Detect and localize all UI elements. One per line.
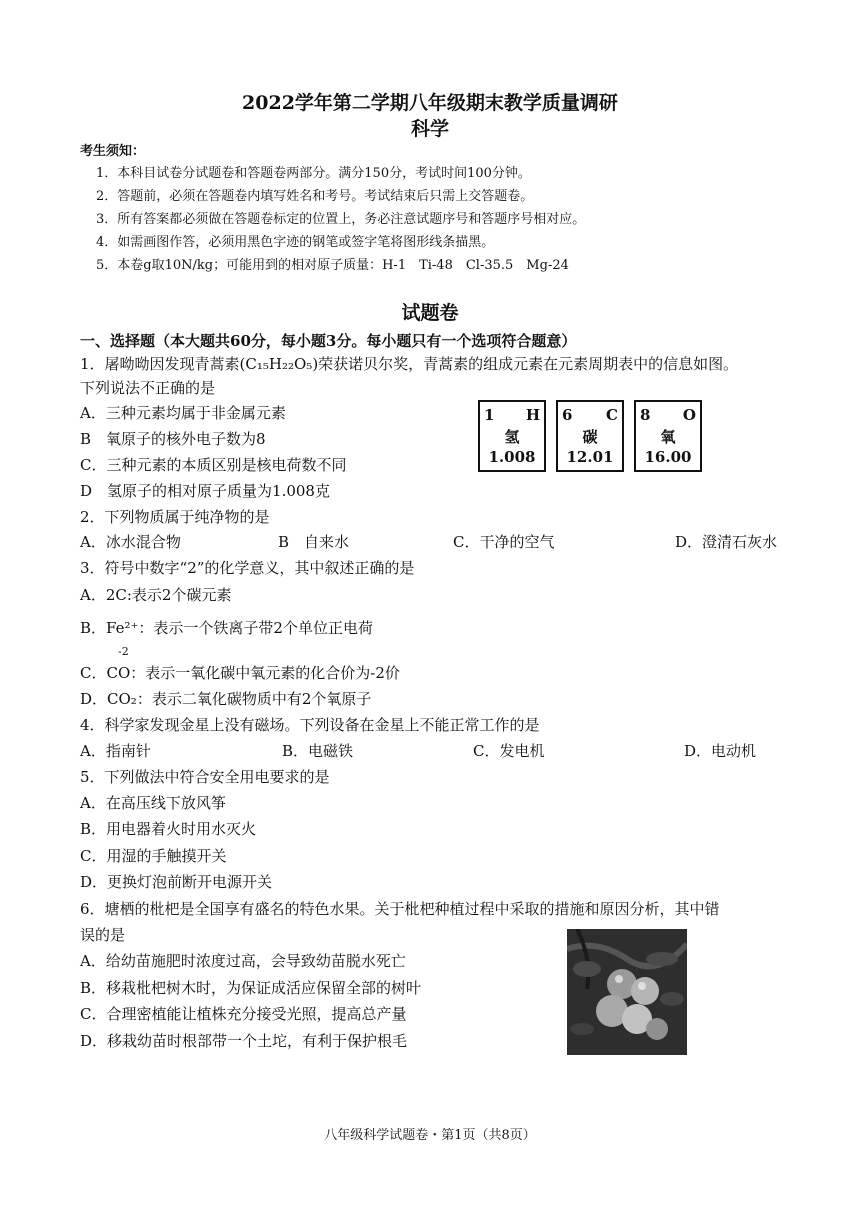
element-symbol: H [525, 406, 540, 424]
q3-option-c: C．CO：表示一氧化碳中氧元素的化合价为-2价 [80, 664, 400, 682]
q1-option-b: B 氧原子的核外电子数为8 [80, 430, 266, 448]
notice-item: 5．本卷g取10N/kg；可能用到的相对原子质量：H-1 Ti-48 Cl-35.5 Mg-24 [96, 258, 569, 273]
page-footer: 八年级科学试题卷・第1页（共8页） [324, 1128, 536, 1143]
q3-option-d: D．CO₂：表示二氧化碳物质中有2个氧原子 [80, 690, 372, 708]
q4-option-d: D．电动机 [684, 742, 757, 760]
q5-stem: 5．下列做法中符合安全用电要求的是 [80, 768, 330, 786]
element-name: 氢 [504, 427, 520, 446]
q2-option-c: C．干净的空气 [453, 533, 555, 551]
q6-option-b: B．移栽枇杷树木时，为保证成活应保留全部的树叶 [80, 979, 422, 997]
q2-option-d: D．澄清石灰水 [675, 533, 778, 551]
element-cell-carbon [556, 400, 624, 472]
atomic-number: 8 [640, 406, 651, 424]
element-symbol: C [606, 406, 618, 424]
notice-heading: 考生须知： [80, 144, 146, 159]
q3-option-a: A．2C:表示2个碳元素 [80, 586, 232, 604]
element-cell-oxygen [634, 400, 702, 472]
q1-option-d: D 氢原子的相对原子质量为1.008克 [80, 482, 330, 500]
q4-option-b: B．电磁铁 [282, 742, 354, 760]
q5-option-a: A．在高压线下放风筝 [80, 794, 226, 812]
q1-stem: 1．屠呦呦因发现青蒿素(C₁₅H₂₂O₅)荣获诺贝尔奖，青蒿素的组成元素在元素周期表中的信息如图。 [80, 355, 739, 373]
q1-option-c: C．三种元素的本质区别是核电荷数不同 [80, 456, 347, 474]
q6-option-d: D．移栽幼苗时根部带一个土坨，有利于保护根毛 [80, 1032, 408, 1050]
notice-item: 3．所有答案都必须做在答题卷标定的位置上，务必注意试题序号和答题序号相对应。 [96, 212, 586, 227]
element-name: 氧 [660, 427, 676, 446]
notice-item: 1．本科目试卷分试题卷和答题卷两部分。满分150分，考试时间100分钟。 [96, 166, 531, 181]
atomic-number: 6 [562, 406, 573, 424]
q2-option-b: B 自来水 [278, 533, 350, 551]
notice-item: 4．如需画图作答，必须用黑色字迹的钢笔或签字笔将图形线条描黑。 [96, 235, 495, 250]
q6-option-a: A．给幼苗施肥时浓度过高，会导致幼苗脱水死亡 [80, 952, 406, 970]
q1-stem-cont: 下列说法不正确的是 [80, 379, 216, 397]
q3-valence-mark: -2 [118, 645, 129, 658]
q5-option-d: D．更换灯泡前断开电源开关 [80, 873, 273, 891]
part1-heading: 一、选择题（本大题共60分，每小题3分。每小题只有一个选项符合题意） [80, 332, 577, 350]
q1-option-a: A．三种元素均属于非金属元素 [80, 404, 286, 422]
section-title: 试题卷 [401, 302, 459, 324]
periodic-table-cells [478, 400, 702, 472]
loquat-illustration [567, 929, 687, 1055]
atomic-mass: 12.01 [566, 448, 614, 466]
q6-option-c: C．合理密植能让植株充分接受光照，提高总产量 [80, 1005, 407, 1023]
atomic-number: 1 [484, 406, 495, 424]
q4-option-c: C．发电机 [473, 742, 545, 760]
loquat-photo [567, 929, 687, 1055]
q2-stem: 2．下列物质属于纯净物的是 [80, 508, 270, 526]
q6-stem-cont: 误的是 [80, 926, 126, 944]
element-symbol: O [682, 406, 696, 424]
atomic-mass: 1.008 [488, 448, 536, 466]
q4-option-a: A．指南针 [80, 742, 151, 760]
q3-stem: 3．符号中数字“2”的化学意义，其中叙述正确的是 [80, 559, 415, 577]
q5-option-b: B．用电器着火时用水灭火 [80, 820, 257, 838]
page-subtitle: 科学 [410, 118, 449, 140]
q3-option-b: B．Fe²⁺：表示一个铁离子带2个单位正电荷 [80, 619, 373, 637]
element-cell-hydrogen [478, 400, 546, 472]
element-name: 碳 [582, 427, 598, 446]
q6-stem: 6．塘栖的枇杷是全国享有盛名的特色水果。关于枇杷种植过程中采取的措施和原因分析，其中错 [80, 900, 720, 918]
q2-option-a: A．冰水混合物 [80, 533, 181, 551]
atomic-mass: 16.00 [644, 448, 692, 466]
page-title: 2022学年第二学期八年级期末教学质量调研 [242, 92, 618, 114]
q4-stem: 4．科学家发现金星上没有磁场。下列设备在金星上不能正常工作的是 [80, 716, 540, 734]
notice-item: 2．答题前，必须在答题卷内填写姓名和考号。考试结束后只需上交答题卷。 [96, 189, 534, 204]
q5-option-c: C．用湿的手触摸开关 [80, 847, 227, 865]
